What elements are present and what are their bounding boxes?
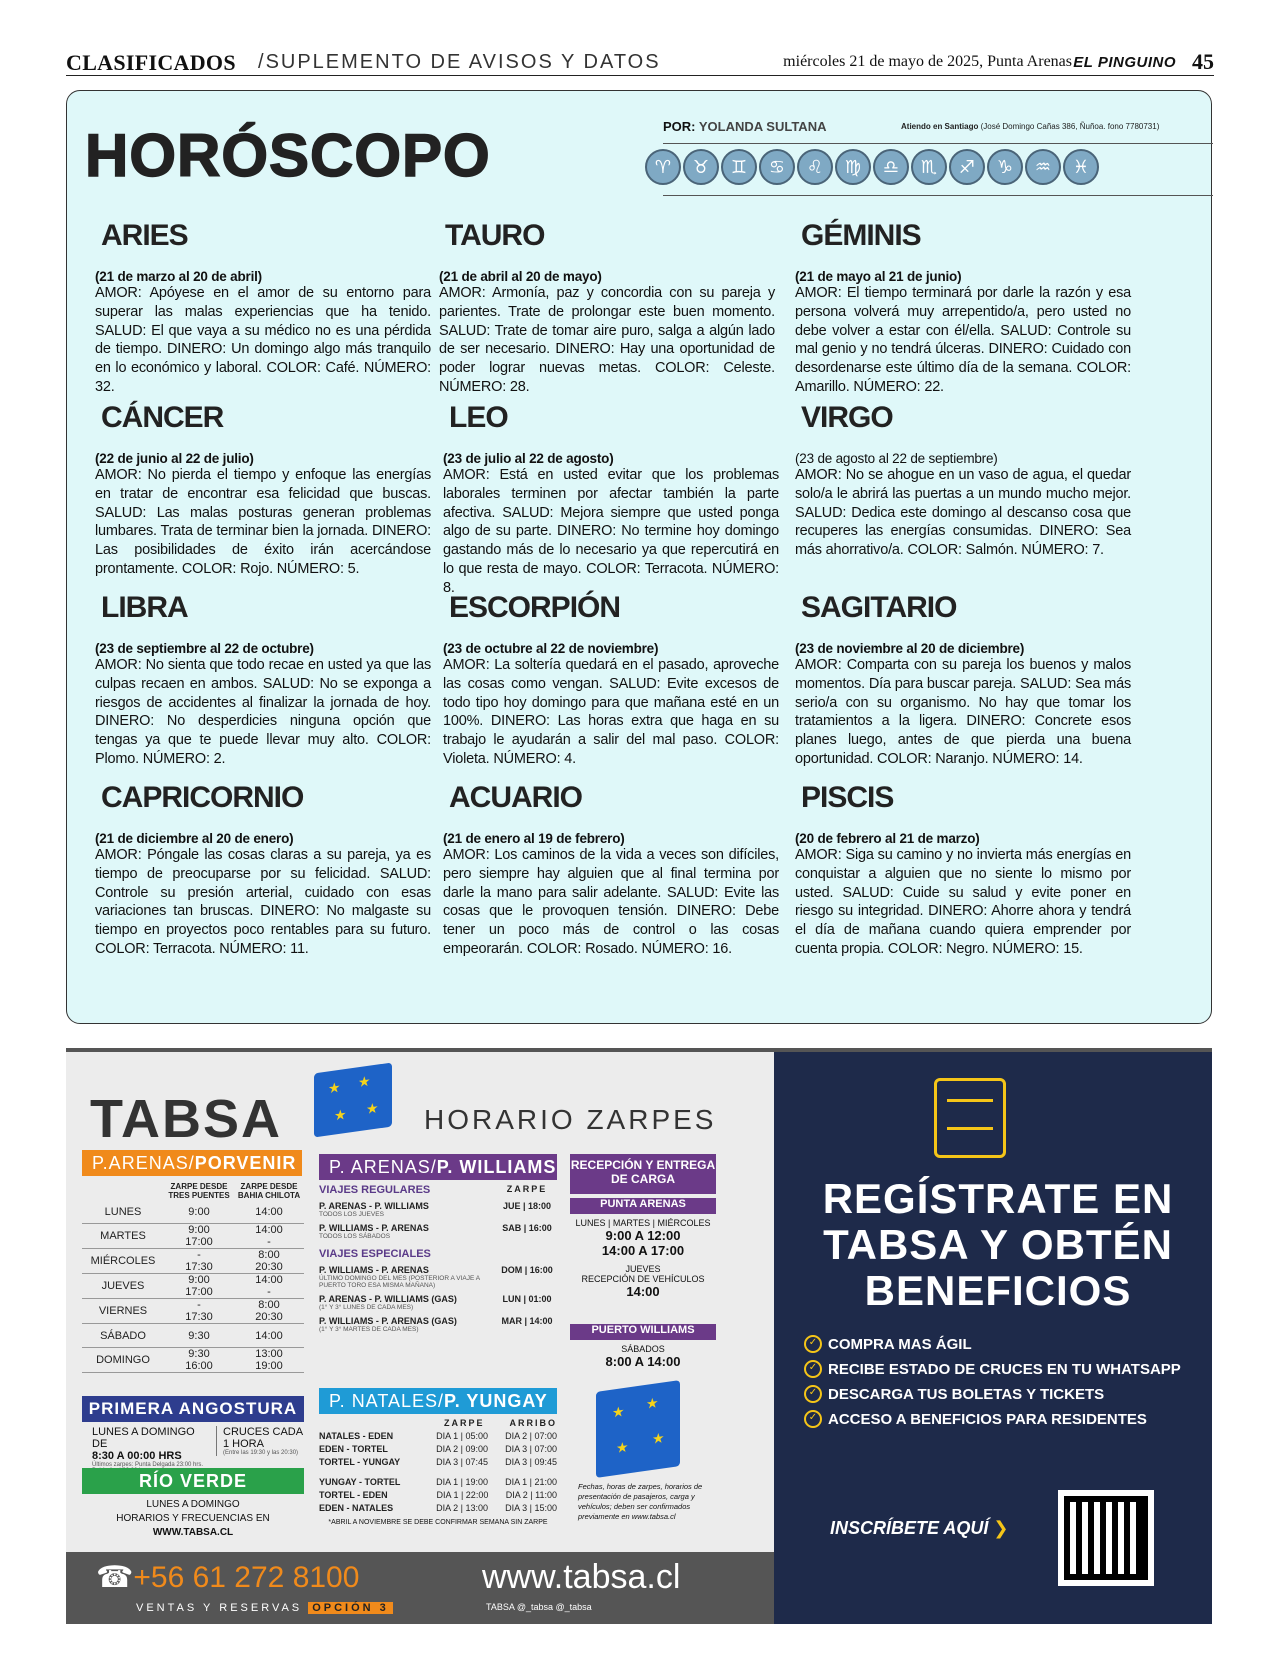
sign-text: AMOR: Siga su camino y no invierta más energías en conquistar a alguien que no siente lo mismo por usted. SALUD: Cuide su salud y evite poner en riesgo su integridad. DINERO: Ahorre ahora y tendrá el día de mañana cuando quiera emprender por cuenta propia. COLOR: Negro. NÚMERO: 15.	[795, 847, 1131, 957]
route-time: SAB | 16:00	[502, 1223, 552, 1233]
capricorn-icon: ♑	[987, 149, 1023, 185]
sign-name: ARIES	[101, 219, 188, 252]
sign-name: GÉMINIS	[801, 219, 921, 252]
sign-name: ESCORPIÓN	[449, 591, 621, 624]
sign-name: SAGITARIO	[801, 591, 957, 624]
cargo-hours-2: 14:00 A 17:00	[601, 1243, 685, 1258]
table-row	[82, 1200, 304, 1224]
disclaimer: Fechas, horas de zarpes, horarios de presentación de pasajeros, carga y vehículos; deben ser confirmados previamente en www.tabsa.cl	[578, 1482, 703, 1521]
chevron-right-icon: ❯	[993, 1518, 1009, 1539]
time: 14:00	[255, 1329, 283, 1342]
route-name: NATALES - EDEN	[319, 1431, 394, 1441]
phone-subtitle	[136, 1602, 393, 1614]
time: 13:00 19:00	[255, 1348, 283, 1372]
angostura-title: PRIMERA ANGOSTURA	[82, 1396, 304, 1422]
sign-text: AMOR: No pierda el tiempo y enfoque las energías en tratar de encontrar esa felicidad que buscas. SALUD: Las malas posturas generan problemas lumbares. Trata de terminar bien la jornada. DINERO: Las posibilidades de éxito irán acercándose prontamente. COLOR: Rojo. NÚMERO: 5.	[95, 467, 431, 577]
benefit-item: ✓ ACCESO A BENEFICIOS PARA RESIDENTES	[804, 1411, 1204, 1428]
sign-name: PISCIS	[801, 781, 894, 814]
registration-panel	[774, 1052, 1212, 1624]
sagittarius-icon: ♐	[949, 149, 985, 185]
newspaper-brand: EL PINGUINO	[1073, 54, 1176, 71]
time: 8:00 20:30	[255, 1249, 283, 1273]
benefit-item: ✓ COMPRA MAS ÁGIL	[804, 1336, 1204, 1353]
williams-title	[319, 1154, 557, 1180]
table-row	[82, 1299, 304, 1324]
cta-text: INSCRÍBETE AQUÍ	[830, 1518, 989, 1538]
section-name: CLASIFICADOS	[66, 50, 236, 75]
rioverde-info	[82, 1498, 304, 1540]
flag-icon: ★ ★ ★ ★	[596, 1380, 680, 1478]
table-row	[82, 1224, 304, 1249]
sign-4	[443, 401, 779, 598]
sign-3	[95, 401, 431, 579]
day: SÁBADO	[100, 1329, 146, 1342]
porvenir-title-a: P.ARENAS/	[92, 1153, 195, 1173]
williams-title-a: P. ARENAS/	[329, 1157, 437, 1177]
sign-dates: (23 de septiembre al 22 de octubre)	[95, 641, 314, 656]
angostura-right	[216, 1426, 306, 1456]
route-name: P. WILLIAMS - P. ARENAS (GAS)	[319, 1316, 457, 1326]
route-time: MAR | 14:00	[501, 1316, 553, 1326]
sign-dates: (21 de enero al 19 de febrero)	[443, 831, 625, 846]
cargo-pa-info	[570, 1218, 716, 1299]
route-detail: (1° Y 3° MARTES DE CADA MES)	[319, 1326, 419, 1333]
angostura-frequency: CRUCES CADA	[223, 1426, 304, 1438]
pisces-icon: ♓	[1063, 149, 1099, 185]
cargo-vehicles-hour: 14:00	[626, 1284, 660, 1299]
day: DOMINGO	[96, 1354, 150, 1366]
horoscope-panel	[66, 90, 1212, 1024]
cancer-icon: ♋	[759, 149, 795, 185]
regular-trips-label: VIAJES REGULARES	[319, 1184, 431, 1196]
departure: DIA 1 | 05:00	[436, 1431, 488, 1441]
document-icon	[934, 1078, 1006, 1158]
route-name: YUNGAY - TORTEL	[319, 1477, 401, 1487]
col-header: ZARPE DESDE BAHIA CHILOTA	[237, 1182, 301, 1200]
rioverde-link[interactable]: WWW.TABSA.CL	[152, 1527, 234, 1538]
route-detail: TODOS LOS SÁBADOS	[319, 1233, 391, 1240]
route-time: DOM | 16:00	[501, 1265, 553, 1275]
arrival: DIA 1 | 21:00	[505, 1477, 557, 1487]
website-link[interactable]: www.tabsa.cl	[482, 1558, 681, 1596]
sign-text: AMOR: No se ahogue en un vaso de agua, el quedar solo/a le abrirá las puertas a un mundo mucho mejor. SALUD: Dedica este domingo al descanso cosa que recuperes las energías consumidas. DINERO: Sea más ahorrativo/a. COLOR: Salmón. NÚMERO: 7.	[795, 467, 1131, 559]
cargo-pw-info	[570, 1344, 716, 1369]
col-header: ZARPE DESDE TRES PUENTES	[168, 1182, 230, 1200]
registration-title: REGÍSTRATE EN TABSA Y OBTÉN BENEFICIOS	[822, 1175, 1174, 1314]
sign-1	[439, 219, 775, 397]
route-detail: TODOS LOS JUEVES	[319, 1211, 384, 1218]
schedule-panel	[66, 1052, 774, 1624]
route-row	[319, 1490, 557, 1500]
sales-label: VENTAS Y RESERVAS	[136, 1602, 303, 1614]
day: VIERNES	[98, 1305, 148, 1317]
time: 9:30 16:00	[185, 1348, 213, 1372]
departure: DIA 2 | 13:00	[436, 1503, 488, 1513]
horoscope-title: HORÓSCOPO	[85, 122, 491, 189]
table-row	[82, 1324, 304, 1348]
zarpe-label: ZARPE	[443, 1418, 485, 1428]
rioverde-title: RÍO VERDE	[82, 1468, 304, 1494]
day: LUNES	[104, 1205, 142, 1218]
author: YOLANDA SULTANA	[698, 119, 827, 134]
angostura-days: LUNES A DOMINGO DE	[92, 1426, 195, 1450]
departure: DIA 1 | 19:00	[436, 1477, 488, 1487]
zodiac-icon-row	[645, 149, 1099, 185]
taurus-icon: ♉	[683, 149, 719, 185]
sign-dates: (23 de noviembre al 20 de diciembre)	[795, 641, 1025, 656]
phone-number[interactable]	[96, 1560, 359, 1595]
issue-date: miércoles 21 de mayo de 2025, Punta Arenas	[783, 53, 1072, 70]
natales-note: *ABRIL A NOVIEMBRE SE DEBE CONFIRMAR SEMANA SIN ZARPE	[328, 1519, 548, 1526]
sign-text: AMOR: Está en usted evitar que los problemas laborales terminen por afectar también la parte afectiva. SALUD: Mejora siempre que usted ponga algo de su parte. DINERO: No termine hoy domingo gastando más de lo necesario ya que repercutirá en lo que resta de mayo. COLOR: Terracota. NÚMERO: 8.	[443, 467, 779, 596]
cargo-puerto-williams: PUERTO WILLIAMS	[570, 1324, 716, 1340]
zarpe-label: ZARPE	[506, 1184, 548, 1194]
sign-5	[795, 401, 1131, 560]
special-trips-label: VIAJES ESPECIALES	[319, 1248, 431, 1260]
porvenir-title-b: PORVENIR	[194, 1153, 297, 1173]
cargo-hours-1: 9:00 A 12:00	[605, 1228, 681, 1243]
libra-icon: ♎	[873, 149, 909, 185]
route-row	[319, 1477, 557, 1487]
table-row	[82, 1274, 304, 1299]
angostura-right-note: (Entre las 19:30 y las 20:30)	[223, 1450, 299, 1456]
route-row	[319, 1294, 557, 1311]
arrival: DIA 3 | 07:00	[505, 1444, 557, 1454]
page-header	[66, 48, 1214, 76]
qr-code[interactable]	[1058, 1490, 1154, 1586]
contact-footer	[66, 1552, 774, 1624]
cargo-punta-arenas: PUNTA ARENAS	[570, 1198, 716, 1214]
social-handles: TABSA @_tabsa @_tabsa	[486, 1602, 592, 1612]
tabsa-advertisement	[66, 1048, 1212, 1624]
time: 14:00 -	[255, 1224, 283, 1248]
divider	[663, 195, 1213, 196]
contact-address: (José Domingo Cañas 386, Ñuñoa. fono 7780731)	[980, 122, 1160, 131]
williams-title-b: P. WILLIAMS	[436, 1157, 557, 1177]
sign-text: AMOR: Póngale las cosas claras a su pareja, ya es tiempo de preocuparse por su felicidad. SALUD: Controle su presión arterial, cuidado con esas variaciones tan bruscas. DINERO: No malgaste su tiempo en proyectos poco rentables para su futuro. COLOR: Terracota. NÚMERO: 11.	[95, 847, 431, 957]
route-row	[319, 1444, 557, 1454]
time: - 17:30	[185, 1299, 213, 1323]
porvenir-title	[82, 1150, 302, 1176]
virgo-icon: ♍	[835, 149, 871, 185]
angostura-frequency-value: 1 HORA	[223, 1438, 264, 1450]
scorpio-icon: ♏	[911, 149, 947, 185]
rioverde-days: LUNES A DOMINGO	[146, 1499, 240, 1510]
sign-dates: (21 de marzo al 20 de abril)	[95, 269, 262, 284]
sign-name: TAURO	[445, 219, 545, 252]
sign-name: CAPRICORNIO	[101, 781, 304, 814]
cargo-days: LUNES | MARTES | MIÉRCOLES	[575, 1218, 711, 1228]
route-row	[319, 1223, 557, 1240]
route-name: EDEN - TORTEL	[319, 1444, 388, 1454]
angostura-left	[92, 1426, 212, 1474]
angostura-note: Últimos zarpes: Punta Delgada 23:00 hrs.	[92, 1462, 204, 1468]
time: 14:00	[255, 1205, 283, 1218]
day: MARTES	[100, 1230, 146, 1242]
aries-icon: ♈	[645, 149, 681, 185]
sign-11	[795, 781, 1131, 959]
sign-name: VIRGO	[801, 401, 893, 434]
route-name: P. ARENAS - P. WILLIAMS	[319, 1201, 429, 1211]
cargo-saturday-hours: 8:00 A 14:00	[605, 1354, 681, 1369]
arrival: DIA 2 | 07:00	[505, 1431, 557, 1441]
route-name: P. ARENAS - P. WILLIAMS (GAS)	[319, 1294, 457, 1304]
sign-text: AMOR: Comparta con su pareja los buenos y malos momentos. Día para buscar pareja. SALUD: Sea más serio/a con su organismo. No hay que tomar los tratamientos a la ligera. DINERO: Concrete esos planes luego, antes de que pierda una buena oportunidad. COLOR: Naranjo. NÚMERO: 14.	[795, 657, 1131, 767]
departure: DIA 2 | 09:00	[436, 1444, 488, 1454]
time: 8:00 20:30	[255, 1299, 283, 1323]
gemini-icon: ♊	[721, 149, 757, 185]
sign-2	[795, 219, 1131, 397]
sign-dates: (23 de octubre al 22 de noviembre)	[443, 641, 659, 656]
route-row	[319, 1201, 557, 1218]
sign-6	[95, 591, 431, 769]
day: MIÉRCOLES	[90, 1255, 156, 1267]
route-row	[319, 1503, 557, 1513]
sign-dates: (21 de abril al 20 de mayo)	[439, 269, 602, 284]
route-name: P. WILLIAMS - P. ARENAS	[319, 1265, 429, 1275]
arrival: DIA 3 | 09:45	[505, 1457, 557, 1467]
sign-7	[443, 591, 779, 769]
day: JUEVES	[101, 1280, 145, 1292]
sign-dates: (21 de mayo al 21 de junio)	[795, 269, 962, 284]
angostura-hours: 8:30 A 00:00 HRS	[92, 1450, 182, 1462]
sign-8	[795, 591, 1131, 769]
by-label: POR:	[663, 119, 696, 134]
sign-text: AMOR: Apóyese en el amor de su entorno para superar las malas experiencias que ha tenido. SALUD: El que vaya a su médico no es una pérdida de tiempo. DINERO: Un domingo algo más tranquilo en lo económico y laboral. COLOR: Café. NÚMERO: 32.	[95, 285, 431, 395]
cargo-vehicles: RECEPCIÓN DE VEHÍCULOS	[581, 1274, 705, 1284]
contact-info	[901, 122, 1159, 131]
byline	[663, 119, 826, 134]
sign-text: AMOR: La soltería quedará en el pasado, aproveche las cosas como vengan. SALUD: Evite excesos de todo tipo hoy domingo para que mañana esté en un 100%. DINERO: Las horas extra que haga en su trabajo le ayudarán a salir del mal paso. COLOR: Violeta. NÚMERO: 4.	[443, 657, 779, 767]
route-row	[319, 1431, 557, 1441]
phone-text: +56 61 272 8100	[133, 1561, 360, 1594]
arribo-label: ARRIBO	[509, 1418, 557, 1428]
porvenir-table	[82, 1182, 304, 1373]
table-row	[82, 1348, 304, 1373]
sign-dates: (20 de febrero al 21 de marzo)	[795, 831, 980, 846]
natales-title	[319, 1388, 557, 1414]
schedule-heading: HORARIO ZARPES	[424, 1104, 717, 1135]
time: 9:00 17:00	[185, 1224, 213, 1248]
sign-text: AMOR: Los caminos de la vida a veces son difíciles, pero siempre hay alguien que al final termina por darle la mano para salir adelante. SALUD: Evite las cosas que le provoquen tensión. DINERO: Debe tener un poco más de control o las cosas empeorarán. COLOR: Rosado. NÚMERO: 16.	[443, 847, 779, 957]
phone-icon: ☎	[96, 1560, 134, 1595]
time: 9:30	[188, 1329, 210, 1342]
sign-0	[95, 219, 431, 397]
sign-name: LEO	[449, 401, 508, 434]
contact-bold: Atiendo en Santiago	[901, 122, 979, 131]
route-name: TORTEL - EDEN	[319, 1490, 388, 1500]
sign-dates: (23 de agosto al 22 de septiembre)	[795, 451, 998, 466]
flag-icon: ★ ★ ★ ★	[314, 1063, 392, 1138]
route-row	[319, 1457, 557, 1467]
route-detail: (1° Y 3° LUNES DE CADA MES)	[319, 1304, 414, 1311]
table-row	[82, 1249, 304, 1274]
sign-text: AMOR: No sienta que todo recae en usted ya que las culpas recaen en ambos. SALUD: No se exponga a riesgos de accidentes al finalizar la jornada de hoy. DINERO: No desperdicies ninguna opción que tengas ya que te puede llevar muy alto. COLOR: Plomo. NÚMERO: 2.	[95, 657, 431, 767]
departure: DIA 3 | 07:45	[436, 1457, 488, 1467]
natales-title-a: P. NATALES/	[329, 1391, 445, 1411]
time: - 17:30	[185, 1249, 213, 1273]
benefit-item: ✓ DESCARGA TUS BOLETAS Y TICKETS	[804, 1386, 1204, 1403]
option-badge: OPCIÓN 3	[308, 1602, 393, 1614]
arrival: DIA 3 | 15:00	[505, 1503, 557, 1513]
signup-cta[interactable]	[830, 1518, 1008, 1539]
benefit-item: ✓ RECIBE ESTADO DE CRUCES EN TU WHATSAPP	[804, 1361, 1204, 1378]
sign-text: AMOR: El tiempo terminará por darle la razón y esa persona volverá muy arrepentido/a, pero usted no debe volver a estar con él/ella. SALUD: Controle su mal genio y no tendrá úlceras. DINERO: Cuidado con desordenarse este último día de la semana. COLOR: Amarillo. NÚMERO: 22.	[795, 285, 1131, 395]
route-detail: ÚLTIMO DOMINGO DEL MES (POSTERIOR A VIAJE A PUERTO TORO ESA MISMA MAÑANA)	[319, 1275, 480, 1289]
natales-table	[319, 1418, 557, 1526]
cargo-saturdays: SÁBADOS	[621, 1344, 665, 1354]
subtitle-text: SUPLEMENTO DE AVISOS Y DATOS	[265, 51, 661, 73]
route-name: TORTEL - YUNGAY	[319, 1457, 401, 1467]
route-name: EDEN - NATALES	[319, 1503, 394, 1513]
route-time: LUN | 01:00	[502, 1294, 552, 1304]
cargo-thursday: JUEVES	[625, 1264, 661, 1274]
sign-dates: (23 de julio al 22 de agosto)	[443, 451, 614, 466]
departure: DIA 1 | 22:00	[436, 1490, 489, 1500]
sign-10	[443, 781, 779, 959]
time: 9:00	[188, 1205, 210, 1218]
rioverde-line: HORARIOS Y FRECUENCIAS EN	[116, 1513, 270, 1524]
route-row	[319, 1265, 557, 1289]
divider	[663, 143, 1213, 144]
route-name: P. WILLIAMS - P. ARENAS	[319, 1223, 429, 1233]
sign-text: AMOR: Armonía, paz y concordia con su pareja y parientes. Trate de prolongar este buen momento. SALUD: Trate de tomar aire puro, salga a algún lado de ser necesario. DINERO: Hay una oportunidad de poder lograr nuevas metas. COLOR: Celeste. NÚMERO: 28.	[439, 285, 775, 395]
benefits-list	[804, 1336, 1204, 1436]
route-time: JUE | 18:00	[502, 1201, 552, 1211]
time: 14:00 -	[255, 1274, 283, 1298]
page-number: 45	[1192, 49, 1214, 74]
sign-dates: (22 de junio al 22 de julio)	[95, 451, 254, 466]
leo-icon: ♌	[797, 149, 833, 185]
sign-name: LIBRA	[101, 591, 188, 624]
sign-dates: (21 de diciembre al 20 de enero)	[95, 831, 294, 846]
route-row	[319, 1316, 557, 1333]
natales-title-b: P. YUNGAY	[444, 1391, 548, 1411]
tabsa-logo: TABSA	[90, 1089, 282, 1149]
arrival: DIA 2 | 11:00	[505, 1490, 557, 1500]
sign-name: CÁNCER	[101, 401, 224, 434]
section-subtitle	[258, 51, 661, 74]
aquarius-icon: ♒	[1025, 149, 1061, 185]
williams-table	[319, 1184, 557, 1338]
sign-name: ACUARIO	[449, 781, 582, 814]
time: 9:00 17:00	[185, 1274, 213, 1298]
separator: /	[258, 51, 266, 73]
cargo-title: RECEPCIÓN Y ENTREGA DE CARGA	[570, 1154, 716, 1194]
sign-9	[95, 781, 431, 959]
